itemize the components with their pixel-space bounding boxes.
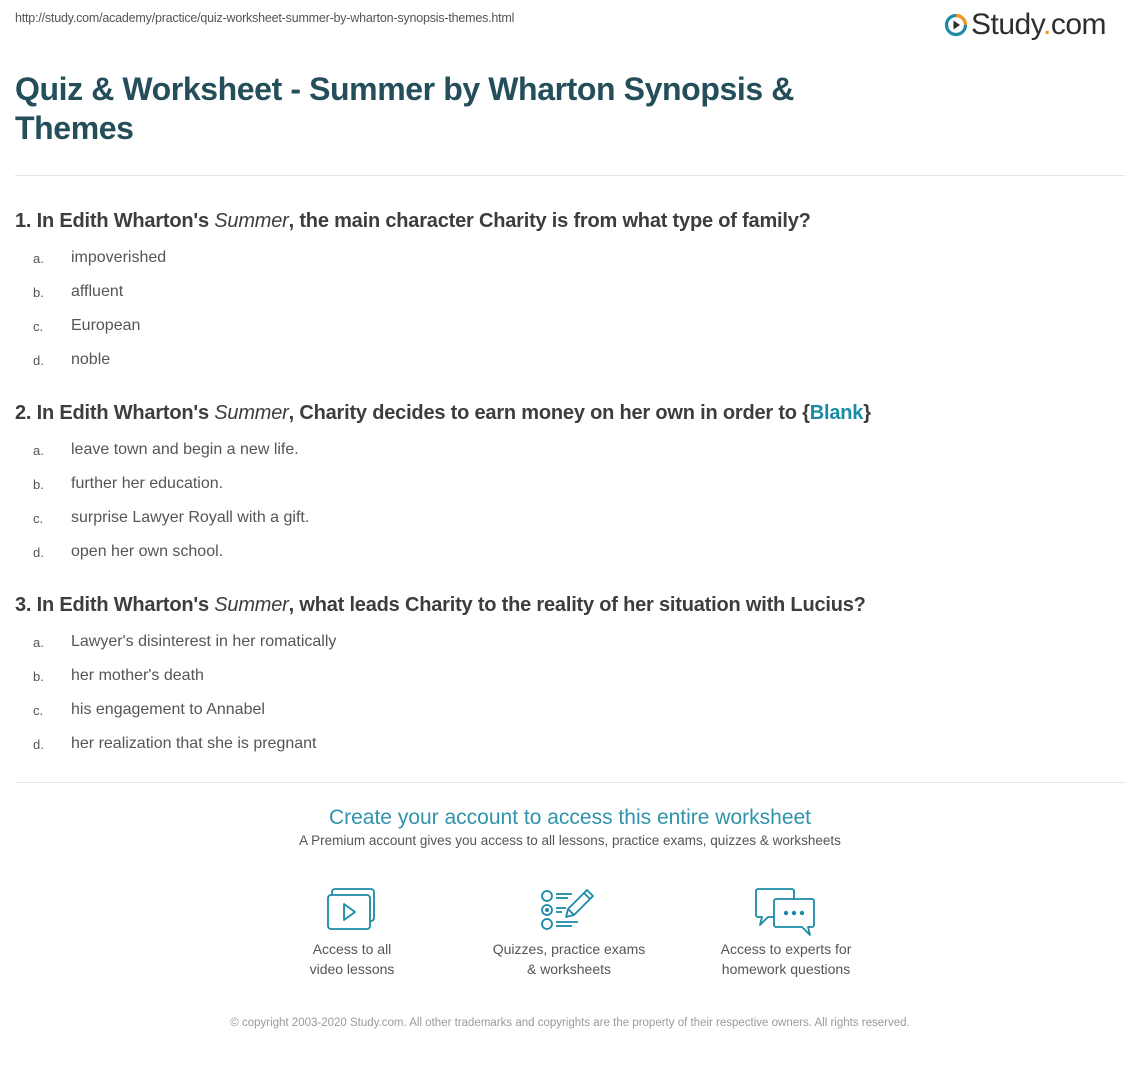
answer-option[interactable] <box>15 309 1125 343</box>
question-text <box>15 401 1125 425</box>
question-number: 2. <box>15 402 32 424</box>
question-1 <box>15 209 1125 377</box>
cta-subtitle: A Premium account gives you access to all lessons, practice exams, quizzes & worksheets <box>299 833 841 848</box>
answer-list <box>15 241 1125 377</box>
answer-letter: c. <box>33 702 44 718</box>
book-title: Summer <box>214 402 289 424</box>
answer-text: noble <box>71 351 111 368</box>
feature-label <box>686 939 886 979</box>
answer-option[interactable] <box>15 659 1125 693</box>
answer-text: his engagement to Annabel <box>71 701 265 718</box>
study-com-logo[interactable] <box>944 8 1106 42</box>
answer-text: Lawyer's disinterest in her romatically <box>71 633 337 650</box>
answer-letter: b. <box>33 668 44 684</box>
feature-experts <box>686 887 886 979</box>
question-prefix: In Edith Wharton's <box>36 594 209 616</box>
answer-letter: b. <box>33 284 44 300</box>
feature-line-1: Access to all <box>312 941 392 957</box>
answer-letter: b. <box>33 476 44 492</box>
feature-quizzes <box>469 887 669 979</box>
feature-line-2: & worksheets <box>526 961 612 977</box>
question-number: 3. <box>15 594 32 616</box>
video-lessons-icon <box>326 887 378 931</box>
question-suffix: , the main character Charity is from what type of family? <box>288 210 811 232</box>
answer-letter: c. <box>33 318 44 334</box>
answer-text: impoverished <box>71 249 167 266</box>
answer-option[interactable] <box>15 625 1125 659</box>
feature-label <box>469 939 669 979</box>
answer-option[interactable] <box>15 501 1125 535</box>
play-circle-logo-icon <box>944 13 968 37</box>
answer-text: affluent <box>71 283 124 300</box>
answer-text: further her education. <box>71 475 224 492</box>
logo-name: Study <box>971 8 1043 41</box>
chat-bubbles-icon <box>754 887 818 937</box>
answer-option[interactable] <box>15 535 1125 569</box>
page-title: Quiz & Worksheet - Summer by Wharton Synopsis & Themes <box>15 71 794 146</box>
questions-divider <box>15 782 1125 783</box>
answer-text: open her own school. <box>71 543 224 560</box>
answer-letter: c. <box>33 510 44 526</box>
book-title: Summer <box>214 210 289 232</box>
answer-option[interactable] <box>15 343 1125 377</box>
logo-dot: . <box>1043 8 1051 41</box>
answer-option[interactable] <box>15 275 1125 309</box>
answer-letter: d. <box>33 736 44 752</box>
question-number: 1. <box>15 210 32 232</box>
feature-label <box>252 939 452 979</box>
question-suffix: , what leads Charity to the reality of her situation with Lucius? <box>288 594 866 616</box>
answer-letter: d. <box>33 352 44 368</box>
question-text <box>15 209 1125 233</box>
answer-option[interactable] <box>15 727 1125 761</box>
answer-letter: d. <box>33 544 44 560</box>
question-3 <box>15 593 1125 761</box>
feature-line-1: Quizzes, practice exams <box>492 941 646 957</box>
answer-text: her mother's death <box>71 667 204 684</box>
logo-tld: com <box>1050 8 1107 41</box>
answer-letter: a. <box>33 250 44 266</box>
question-2 <box>15 401 1125 569</box>
copyright-notice: © copyright 2003-2020 Study.com. All other trademarks and copyrights are the property of their respective owners. All rights reserved. <box>230 1017 910 1029</box>
feature-line-2: homework questions <box>721 961 851 977</box>
answer-option[interactable] <box>15 241 1125 275</box>
answer-list <box>15 433 1125 569</box>
answer-list <box>15 625 1125 761</box>
title-divider <box>15 175 1125 176</box>
answer-option[interactable] <box>15 467 1125 501</box>
answer-text: surprise Lawyer Royall with a gift. <box>71 509 310 526</box>
blank-placeholder: Blank <box>809 402 864 424</box>
book-title: Summer <box>214 594 289 616</box>
answer-option[interactable] <box>15 693 1125 727</box>
feature-line-2: video lessons <box>309 961 395 977</box>
feature-video-lessons <box>252 887 452 979</box>
blank-close-brace: } <box>863 402 871 424</box>
answer-letter: a. <box>33 442 44 458</box>
answer-text: leave town and begin a new life. <box>71 441 299 458</box>
logo-wordmark <box>971 8 1106 42</box>
question-text <box>15 593 1125 617</box>
signup-cta <box>0 804 1140 848</box>
create-account-link[interactable]: Create your account to access this entire worksheet <box>328 806 812 829</box>
question-prefix: In Edith Wharton's <box>36 402 209 424</box>
question-prefix: In Edith Wharton's <box>36 210 209 232</box>
quiz-checklist-icon <box>540 887 598 931</box>
answer-text: her realization that she is pregnant <box>71 735 317 752</box>
answer-letter: a. <box>33 634 44 650</box>
feature-line-1: Access to experts for <box>720 941 852 957</box>
answer-option[interactable] <box>15 433 1125 467</box>
question-suffix: , Charity decides to earn money on her own in order to { <box>288 402 810 424</box>
answer-text: European <box>71 317 141 334</box>
page-url: http://study.com/academy/practice/quiz-worksheet-summer-by-wharton-synopsis-themes.html <box>15 11 515 25</box>
